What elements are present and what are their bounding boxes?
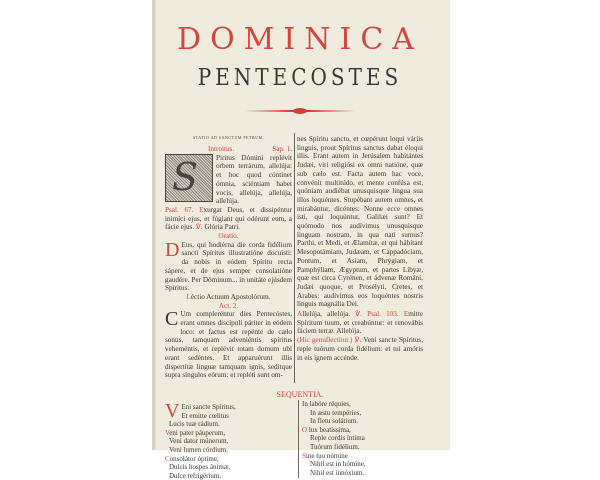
psalm-ref: Psal. 67. E: [165, 205, 204, 214]
sequentia-right-stanzas: [302, 400, 422, 477]
hymn-line: O lux beatíssima,: [302, 425, 351, 434]
acts-continued-paragraph: nes Spíritu sancto, et cœpérunt loqui váriis linguis, prout Spíritus sanctus dabat éloqui illis. Erant autem in Jerúsalem habitántes Judæi, viri religiósi ex omni natióne, quæ sub cælo est. Facta autem hac voce, convénit multitúdo, et mente confúsa est, quóniam audiébat unusquisque lingua sua illos loquéntes. Stupébant autem omnes, et mirabántur, dicéntes: Nonne ecce omnes isti, qui loquúntur, Galilæi sunt? Et quómodo nos audívimus unusquisque linguam nostram, in qua nati sumus? Parthi, et Medi, et Ælamítæ, et qui hábitant Mesopotámiam, Judæam, et Cappadóciam, Pontum, et Asiam, Phrýgiam, et Pamphýliam, Ægyptum, et partes Líbyæ, quæ est circa Cyrénen, et ádvenæ Románi, Judæi quoque, et Prosélyti, Cretes, et Arabes: audívimus eos loquéntes nostris linguis magnália Dei.: [297, 135, 423, 309]
oratio-text: Eus, qui hodiérna die corda fidélium sancti Spíritus illustratióne docuísti: da nobis in eódem Spíritu recta sápere, et de ejus semper consolatióne gaudére. Per Dóminum... in unitáte ejúsdem Spíritus.: [165, 240, 292, 293]
psalm-paragraph: [165, 206, 292, 232]
hymn-line: Veni dator múnerum,: [169, 437, 229, 446]
lectio-initial: L: [186, 292, 191, 301]
drop-cap-v: V: [165, 400, 180, 422]
ornament-icon: [293, 108, 307, 114]
genuflect-label: (Hic genuflectitur.) ℣.: [297, 336, 362, 345]
introitus-label: Introitus.: [208, 144, 235, 153]
hymn-line: Lucis tuæ rádium.: [169, 420, 220, 429]
psalm-text: xurgat Deus, et dissipéntur inimíci ejus, et fúgiant qui odérunt eum, a fácie ejus.: [165, 205, 293, 232]
hymn-line: V Eni sancte Spíritus,: [165, 400, 236, 422]
psalm103-text: mitte Spíritum tuum, et creabúntur: et renovábis fáciem terræ. Allelúja.: [297, 310, 423, 336]
station-label: STATIO AD SANCTUM PETRUM.: [192, 135, 265, 140]
title-dominica: DOMINICA: [177, 22, 423, 57]
left-column: [165, 134, 292, 380]
hymn-line: Dulce refrigérium.: [169, 471, 222, 480]
hymn-line: In fletu solátium.: [310, 417, 359, 426]
introitus-ref: Sap. 1.: [272, 144, 292, 153]
hymn-line: Et emitte cœlitus: [181, 411, 229, 420]
hymn-line: Veni lumen córdium.: [169, 445, 228, 454]
sequentia-left-stanzas: [165, 400, 290, 480]
column-divider: [294, 133, 295, 383]
lectio-heading: [165, 293, 292, 302]
oratio-paragraph: [165, 238, 292, 293]
alleluia-initial: A: [297, 310, 303, 319]
alleluia-paragraph: [297, 310, 423, 336]
gloria-text: Glória Patri.: [204, 223, 240, 232]
right-column: [297, 135, 423, 362]
drop-cap-d: D: [165, 238, 180, 261]
hymn-line: In labóre réquies,: [302, 400, 351, 408]
oratio-label: Oratio.: [218, 232, 239, 241]
acts-paragraph: [165, 310, 292, 380]
hymn-line: Nihil est in hómine,: [310, 460, 366, 469]
illuminated-s-icon: S: [165, 154, 213, 202]
sequentia-divider: [298, 400, 299, 478]
alleluia-text: llelúja, allelúja.: [302, 310, 351, 319]
acts-ref: Act. 2.: [218, 301, 239, 310]
title-pentecostes: PENTECOSTES: [197, 63, 403, 91]
hymn-line: Nihil est innóxium.: [310, 468, 365, 477]
psalm103-ref: ℣. Psal. 103. E: [355, 310, 409, 319]
versicle-icon: ℣.: [195, 223, 203, 232]
hymn-line: Sine tuo númine: [302, 451, 348, 460]
introitus-text: Piritus Dómini replévit orbem terrárum, allelúja: et hoc quod cóntinet ómnia, sciéntiam habet vocis, allelúja, allelúja, allelúja.: [216, 153, 292, 206]
acts-text: Um compleréntur dies Pentecóstes, erant omnes discípuli páriter in eódem loco: et factus est repénte de cælo sonus, tamquam adveniéntis spíritus veheméntis, et replévit totam domum ubi erant sedéntes. Et apparuérunt illis dispertítæ linguæ tamquam ignis, seditque supra síngulos eórum: et repléti sunt om-: [165, 310, 292, 380]
hymn-line: Veni pater páuperum,: [165, 428, 226, 437]
hymn-line: Dulcis hospes ánimæ,: [169, 463, 231, 472]
hymn-line: Tuórum fidélium.: [310, 442, 360, 451]
lectio-text: éctio Actuum Apostolórum.: [190, 292, 271, 301]
genuflect-paragraph: [297, 336, 423, 362]
hymn-line: Reple cordis íntima: [310, 434, 365, 443]
introitus-paragraph: [165, 154, 292, 206]
hymn-line: In æstu tempéries,: [310, 408, 362, 417]
sequentia-heading: SEQUENTIA.: [276, 390, 324, 399]
hymn-line: Consolátor óptime,: [165, 454, 219, 463]
veni-text: Veni sancte Spíritus, reple tuórum corda fidélium: et tui amóris in eis ignem accénde.: [297, 336, 424, 362]
drop-cap-c: C: [165, 308, 179, 331]
introitus-heading: [165, 145, 292, 154]
